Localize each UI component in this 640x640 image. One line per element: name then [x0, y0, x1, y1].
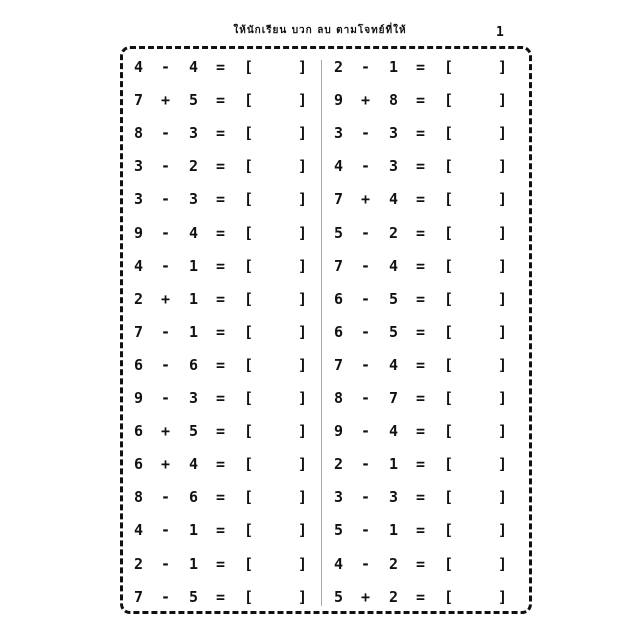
operator: -: [361, 355, 371, 374]
operator: -: [161, 587, 171, 606]
equation-row: [134, 188, 314, 210]
answer-bracket-close: ]: [498, 587, 508, 606]
equals-sign: =: [416, 190, 426, 209]
operator: -: [161, 124, 171, 143]
second-operand: 2: [389, 554, 399, 573]
equation-row: [134, 420, 314, 442]
equals-sign: =: [416, 256, 426, 275]
answer-bracket-open: [: [244, 190, 254, 209]
first-operand: 7: [134, 322, 144, 341]
first-operand: 4: [134, 521, 144, 540]
equals-sign: =: [216, 422, 226, 441]
equation-row: [334, 519, 514, 541]
equals-sign: =: [216, 587, 226, 606]
equation-row: [334, 453, 514, 475]
second-operand: 5: [389, 322, 399, 341]
answer-bracket-open: [: [244, 256, 254, 275]
answer-bracket-close: ]: [298, 256, 308, 275]
equation-row: [334, 420, 514, 442]
equals-sign: =: [416, 587, 426, 606]
second-operand: 3: [389, 157, 399, 176]
column-divider: [321, 60, 322, 606]
first-operand: 6: [134, 422, 144, 441]
equation-row: [134, 288, 314, 310]
operator: -: [161, 322, 171, 341]
answer-bracket-close: ]: [298, 91, 308, 110]
equation-row: [334, 122, 514, 144]
first-operand: 6: [134, 355, 144, 374]
operator: +: [161, 91, 171, 110]
answer-bracket-open: [: [244, 355, 254, 374]
answer-bracket-open: [: [444, 91, 454, 110]
operator: +: [361, 190, 371, 209]
operator: -: [361, 389, 371, 407]
first-operand: 7: [334, 190, 344, 209]
worksheet-title: ให้นักเรียน บวก ลบ ตามโจทย์ที่ให้: [233, 25, 407, 36]
equation-row: [134, 453, 314, 475]
answer-bracket-open: [: [244, 587, 254, 606]
second-operand: 4: [189, 58, 199, 76]
equals-sign: =: [216, 190, 226, 209]
answer-bracket-open: [: [244, 488, 254, 507]
answer-bracket-close: ]: [498, 157, 508, 176]
answer-bracket-open: [: [444, 322, 454, 341]
second-operand: 2: [389, 223, 399, 242]
equals-sign: =: [216, 322, 226, 341]
first-operand: 2: [134, 289, 144, 308]
second-operand: 4: [389, 422, 399, 441]
answer-bracket-close: ]: [298, 223, 308, 242]
answer-bracket-open: [: [444, 58, 454, 76]
operator: -: [361, 124, 371, 143]
answer-bracket-open: [: [444, 289, 454, 308]
answer-bracket-close: ]: [298, 587, 308, 606]
answer-bracket-open: [: [244, 521, 254, 540]
answer-bracket-open: [: [244, 389, 254, 407]
answer-bracket-close: ]: [498, 488, 508, 507]
equation-row: [134, 89, 314, 111]
answer-bracket-open: [: [444, 422, 454, 441]
first-operand: 9: [334, 91, 344, 110]
answer-bracket-open: [: [444, 190, 454, 209]
operator: -: [361, 289, 371, 308]
answer-bracket-close: ]: [298, 322, 308, 341]
equals-sign: =: [416, 355, 426, 374]
second-operand: 8: [389, 91, 399, 110]
second-operand: 5: [189, 587, 199, 606]
answer-bracket-open: [: [444, 157, 454, 176]
equals-sign: =: [416, 488, 426, 507]
answer-bracket-close: ]: [498, 455, 508, 474]
operator: -: [161, 58, 171, 76]
answer-bracket-close: ]: [498, 554, 508, 573]
second-operand: 3: [389, 124, 399, 143]
answer-bracket-open: [: [444, 488, 454, 507]
second-operand: 3: [189, 389, 199, 407]
operator: -: [161, 521, 171, 540]
first-operand: 3: [134, 190, 144, 209]
equation-row: [334, 387, 514, 409]
equals-sign: =: [216, 289, 226, 308]
equation-row: [334, 155, 514, 177]
answer-bracket-open: [: [444, 124, 454, 143]
answer-bracket-open: [: [444, 256, 454, 275]
answer-bracket-close: ]: [298, 389, 308, 407]
second-operand: 4: [189, 455, 199, 474]
first-operand: 5: [334, 587, 344, 606]
second-operand: 5: [189, 91, 199, 110]
answer-bracket-close: ]: [498, 422, 508, 441]
equals-sign: =: [216, 455, 226, 474]
operator: -: [161, 488, 171, 507]
first-operand: 3: [134, 157, 144, 176]
answer-bracket-open: [: [244, 58, 254, 76]
equals-sign: =: [416, 422, 426, 441]
equals-sign: =: [416, 124, 426, 143]
second-operand: 4: [389, 256, 399, 275]
equation-row: [134, 321, 314, 343]
equation-row: [134, 354, 314, 376]
operator: -: [361, 58, 371, 76]
equals-sign: =: [216, 223, 226, 242]
equals-sign: =: [216, 91, 226, 110]
operator: +: [361, 91, 371, 110]
answer-bracket-close: ]: [498, 91, 508, 110]
equals-sign: =: [416, 223, 426, 242]
answer-bracket-open: [: [444, 554, 454, 573]
first-operand: 6: [334, 322, 344, 341]
answer-bracket-open: [: [444, 521, 454, 540]
equals-sign: =: [416, 322, 426, 341]
equation-row: [134, 255, 314, 277]
first-operand: 7: [334, 355, 344, 374]
answer-bracket-close: ]: [498, 256, 508, 275]
second-operand: 4: [389, 355, 399, 374]
equation-row: [334, 354, 514, 376]
first-operand: 3: [334, 124, 344, 143]
answer-bracket-close: ]: [298, 355, 308, 374]
equation-row: [134, 486, 314, 508]
equation-row: [334, 89, 514, 111]
second-operand: 1: [189, 521, 199, 540]
second-operand: 1: [389, 455, 399, 474]
equation-row: [334, 222, 514, 244]
equals-sign: =: [216, 256, 226, 275]
answer-bracket-close: ]: [498, 124, 508, 143]
second-operand: 3: [189, 124, 199, 143]
equals-sign: =: [216, 355, 226, 374]
answer-bracket-close: ]: [498, 389, 508, 407]
first-operand: 6: [134, 455, 144, 474]
equals-sign: =: [216, 488, 226, 507]
operator: -: [361, 422, 371, 441]
first-operand: 9: [134, 389, 144, 407]
operator: -: [361, 455, 371, 474]
operator: +: [161, 455, 171, 474]
answer-bracket-close: ]: [298, 521, 308, 540]
first-operand: 2: [334, 58, 344, 76]
answer-bracket-open: [: [444, 455, 454, 474]
equation-row: [134, 387, 314, 409]
equation-row: [334, 553, 514, 575]
second-operand: 7: [389, 389, 399, 407]
first-operand: 8: [134, 488, 144, 507]
answer-bracket-open: [: [244, 422, 254, 441]
equation-row: [134, 519, 314, 541]
answer-bracket-open: [: [244, 157, 254, 176]
answer-bracket-close: ]: [498, 521, 508, 540]
answer-bracket-open: [: [244, 124, 254, 143]
answer-bracket-open: [: [244, 455, 254, 474]
answer-bracket-close: ]: [498, 355, 508, 374]
answer-bracket-close: ]: [298, 58, 308, 76]
answer-bracket-close: ]: [298, 455, 308, 474]
answer-bracket-close: ]: [498, 58, 508, 76]
answer-bracket-close: ]: [498, 223, 508, 242]
equation-row: [134, 586, 314, 608]
first-operand: 2: [334, 455, 344, 474]
operator: -: [361, 322, 371, 341]
second-operand: 4: [389, 190, 399, 209]
operator: -: [161, 157, 171, 176]
first-operand: 7: [334, 256, 344, 275]
second-operand: 1: [389, 58, 399, 76]
answer-bracket-close: ]: [498, 289, 508, 308]
first-operand: 7: [134, 587, 144, 606]
answer-bracket-close: ]: [298, 157, 308, 176]
second-operand: 2: [189, 157, 199, 176]
equals-sign: =: [216, 157, 226, 176]
operator: -: [361, 554, 371, 573]
operator: -: [161, 554, 171, 573]
equals-sign: =: [216, 554, 226, 573]
equation-row: [334, 255, 514, 277]
second-operand: 1: [189, 554, 199, 573]
second-operand: 1: [189, 322, 199, 341]
answer-bracket-close: ]: [298, 124, 308, 143]
second-operand: 4: [189, 223, 199, 242]
operator: -: [161, 223, 171, 242]
answer-bracket-close: ]: [298, 488, 308, 507]
first-operand: 3: [334, 488, 344, 507]
equals-sign: =: [416, 91, 426, 110]
equals-sign: =: [216, 58, 226, 76]
first-operand: 5: [334, 521, 344, 540]
second-operand: 1: [389, 521, 399, 540]
answer-bracket-close: ]: [498, 322, 508, 341]
operator: +: [361, 587, 371, 606]
second-operand: 5: [389, 289, 399, 308]
second-operand: 2: [389, 587, 399, 606]
first-operand: 6: [334, 289, 344, 308]
answer-bracket-close: ]: [498, 190, 508, 209]
second-operand: 3: [389, 488, 399, 507]
second-operand: 5: [189, 422, 199, 441]
second-operand: 1: [189, 256, 199, 275]
second-operand: 1: [189, 289, 199, 308]
equation-row: [134, 222, 314, 244]
first-operand: 9: [134, 223, 144, 242]
answer-bracket-open: [: [444, 389, 454, 407]
equals-sign: =: [216, 389, 226, 407]
page-number: 1: [496, 25, 504, 40]
first-operand: 4: [134, 58, 144, 76]
operator: -: [361, 521, 371, 540]
operator: +: [161, 422, 171, 441]
operator: -: [161, 190, 171, 209]
second-operand: 6: [189, 488, 199, 507]
answer-bracket-open: [: [244, 289, 254, 308]
operator: -: [361, 488, 371, 507]
equals-sign: =: [416, 455, 426, 474]
first-operand: 9: [334, 422, 344, 441]
first-operand: 4: [334, 554, 344, 573]
operator: -: [361, 157, 371, 176]
answer-bracket-close: ]: [298, 422, 308, 441]
second-operand: 3: [189, 190, 199, 209]
first-operand: 2: [134, 554, 144, 573]
second-operand: 6: [189, 355, 199, 374]
operator: -: [161, 256, 171, 275]
equation-row: [334, 288, 514, 310]
first-operand: 4: [334, 157, 344, 176]
equals-sign: =: [416, 289, 426, 308]
equals-sign: =: [216, 124, 226, 143]
answer-bracket-open: [: [444, 587, 454, 606]
equation-row: [334, 486, 514, 508]
answer-bracket-open: [: [244, 322, 254, 341]
first-operand: 4: [134, 256, 144, 275]
equation-row: [134, 155, 314, 177]
first-operand: 8: [134, 124, 144, 143]
answer-bracket-open: [: [244, 91, 254, 110]
equals-sign: =: [416, 554, 426, 573]
answer-bracket-open: [: [444, 223, 454, 242]
first-operand: 7: [134, 91, 144, 110]
operator: +: [161, 289, 171, 308]
equation-row: [334, 586, 514, 608]
equals-sign: =: [416, 157, 426, 176]
answer-bracket-open: [: [244, 554, 254, 573]
answer-bracket-close: ]: [298, 554, 308, 573]
equals-sign: =: [416, 521, 426, 540]
equation-row: [134, 56, 314, 78]
equals-sign: =: [416, 389, 426, 407]
answer-bracket-close: ]: [298, 190, 308, 209]
operator: -: [361, 256, 371, 275]
equation-row: [334, 188, 514, 210]
first-operand: 5: [334, 223, 344, 242]
equals-sign: =: [216, 521, 226, 540]
answer-bracket-close: ]: [298, 289, 308, 308]
first-operand: 8: [334, 389, 344, 407]
equation-row: [134, 553, 314, 575]
equation-row: [334, 321, 514, 343]
operator: -: [361, 223, 371, 242]
answer-bracket-open: [: [244, 223, 254, 242]
equals-sign: =: [416, 58, 426, 76]
operator: -: [161, 389, 171, 407]
equation-row: [334, 56, 514, 78]
operator: -: [161, 355, 171, 374]
equation-row: [134, 122, 314, 144]
answer-bracket-open: [: [444, 355, 454, 374]
